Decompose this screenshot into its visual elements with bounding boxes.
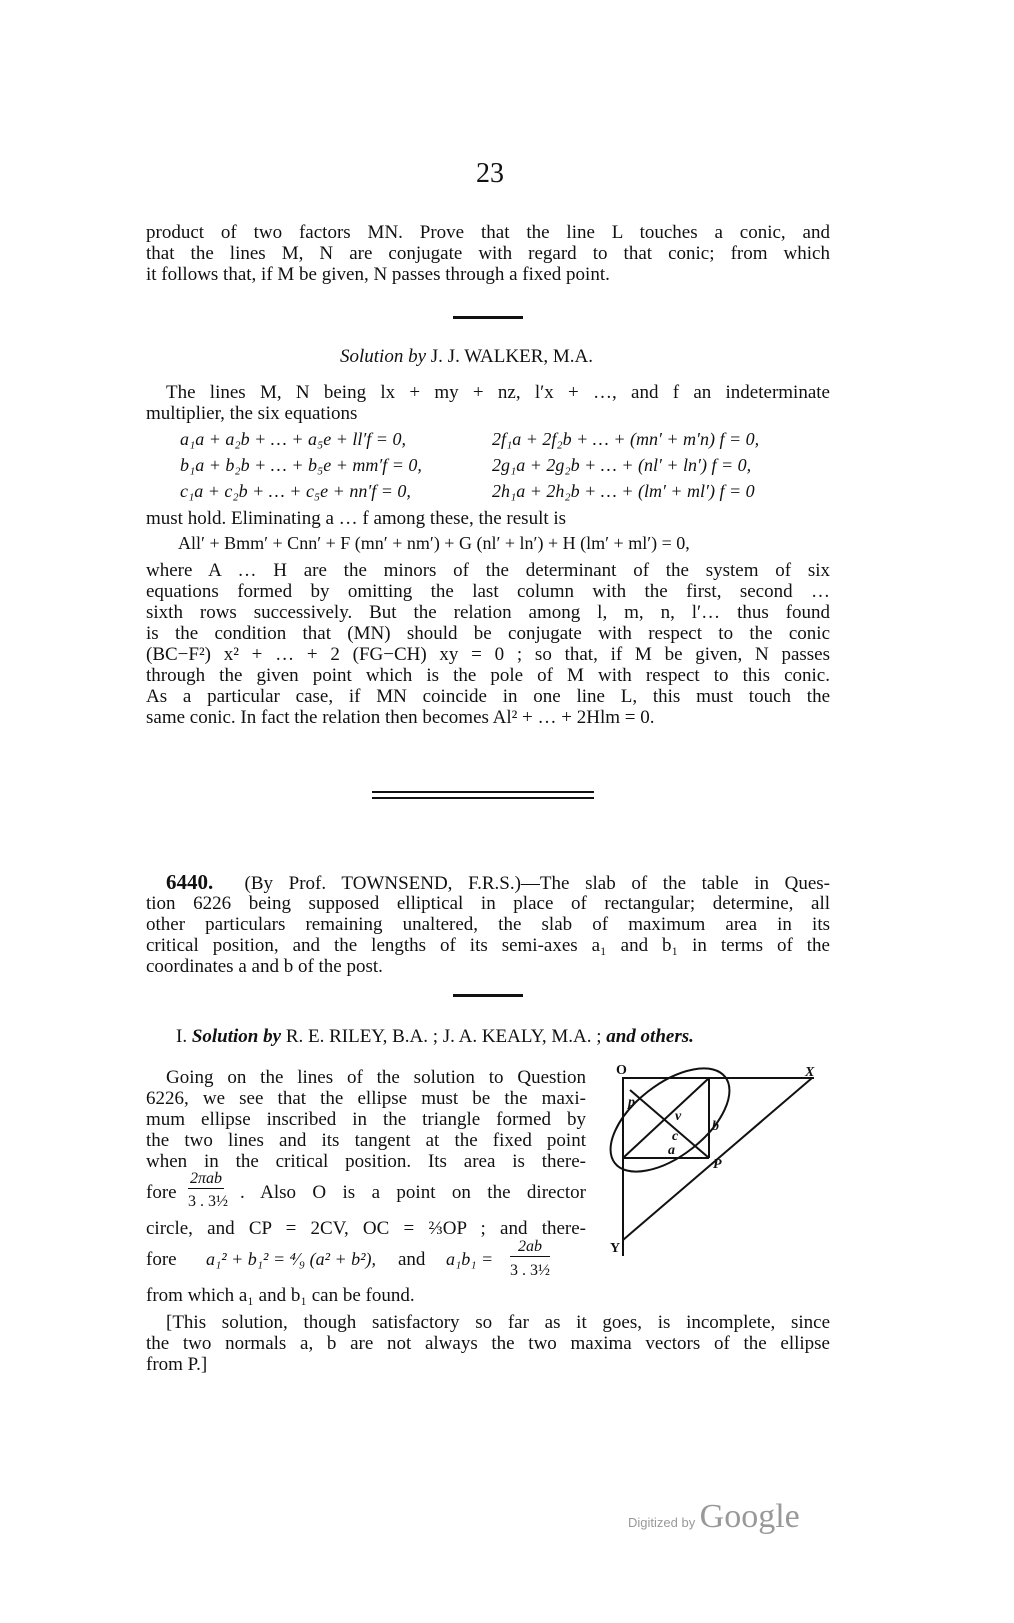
text-line: that the lines M, N are conjugate with regard to that conic; from which (146, 243, 830, 264)
fraction-denominator: 3 . 3½ (188, 1193, 228, 1210)
text-line: the two normals a, b are not always the two maxima vectors of the ellipse (146, 1333, 830, 1354)
page-number: 23 (476, 158, 504, 189)
label-Y: Y (610, 1241, 621, 1256)
divider-double-top (372, 791, 594, 793)
text-line: critical position, and the lengths of its semi-axes a₁ and b₁ in terms of the (146, 935, 830, 956)
equation: b₁a + b₂b + … + b₅e + mm′f = 0, (180, 455, 422, 475)
equation: 2h₁a + 2h₂b + … + (lm′ + ml′) f = 0 (492, 481, 755, 501)
text-line: mum ellipse inscribed in the triangle formed by (146, 1109, 586, 1130)
fraction-numerator: 2πab (190, 1170, 223, 1187)
question-line (166, 872, 830, 894)
text-line: from P.] (146, 1354, 208, 1375)
text-line: (BC−F²) x² + … + 2 (FG−CH) xy = 0 ; so that, if M be given, N passes (146, 644, 830, 665)
heading-italic: Solution by (340, 346, 427, 367)
result-equation: All′ + Bmm′ + Cnn′ + F (mn′ + nm′) + G (nl′ + ln′) + H (lm′ + ml′) = 0, (178, 533, 690, 553)
text-fore: fore (146, 1182, 177, 1203)
question-number: 6440. (166, 870, 214, 894)
text-line: multiplier, the six equations (146, 403, 358, 424)
text-line: sixth rows successively. But the relation among l, m, n, l′… thus found (146, 602, 830, 623)
heading-authors: R. E. RILEY, B.A. ; J. A. KEALY, M.A. ; (285, 1026, 602, 1047)
label-X: X (805, 1065, 815, 1080)
text-line: circle, and CP = 2CV, OC = ⅔OP ; and there- (146, 1218, 586, 1239)
label-P: P (713, 1157, 722, 1172)
text-line: product of two factors MN. Prove that the line L touches a conic, and (146, 222, 830, 243)
label-b: b (712, 1119, 719, 1134)
heading-italic: Solution by (191, 1026, 282, 1047)
text-line: coordinates a and b of the post. (146, 956, 383, 977)
fraction-numerator: 2ab (510, 1238, 550, 1257)
solution-heading (340, 346, 593, 368)
label-c: c (672, 1129, 679, 1144)
equation: 2f₁a + 2f₂b + … + (mn′ + m′n) f = 0, (492, 429, 760, 449)
text-line: from which a₁ and b₁ can be found. (146, 1285, 415, 1306)
text-line: when in the critical position. Its area is there- (146, 1151, 586, 1172)
text-line: through the given point which is the pole of M with respect to this conic. (146, 665, 830, 686)
text-line: other particulars remaining unaltered, the slab of maximum area in its (146, 914, 830, 935)
label-O: O (616, 1063, 627, 1078)
text-and: and (398, 1249, 426, 1270)
equation: a₁² + b₁² = ⁴⁄₉ (a² + b²), (206, 1249, 377, 1269)
equation: 2g₁a + 2g₂b + … + (nl′ + ln′) f = 0, (492, 455, 752, 475)
solution-heading (176, 1026, 694, 1048)
text-line: 6226, we see that the ellipse must be the maxi- (146, 1088, 586, 1109)
text-line: the two lines and its tangent at the fixed point (146, 1130, 586, 1151)
text-line: is the condition that (MN) should be conjugate with respect to the conic (146, 623, 830, 644)
text-line: As a particular case, if MN coincide in one line L, this must touch the (146, 686, 830, 707)
text-fore: fore (146, 1249, 177, 1270)
fraction-denominator: 3 . 3½ (510, 1262, 550, 1279)
text-line: it follows that, if M be given, N passes through a fixed point. (146, 264, 610, 285)
ellipse-figure (600, 1062, 830, 1262)
label-v: v (675, 1109, 682, 1124)
watermark-text: Digitized by (628, 1515, 696, 1530)
heading-tail: and others. (606, 1026, 694, 1047)
label-p: p (628, 1095, 635, 1110)
equation: c₁a + c₂b + … + c₅e + nn′f = 0, (180, 481, 411, 501)
text-line: same conic. In fact the relation then becomes Al² + … + 2Hlm = 0. (146, 707, 655, 728)
heading-numeral: I. (176, 1026, 188, 1047)
text-line: . Also O is a point on the director (240, 1182, 586, 1203)
google-logo: Google (699, 1498, 800, 1535)
text-line: [This solution, though satisfactory so far as it goes, is incomplete, since (166, 1312, 830, 1333)
equation: a₁b₁ = (446, 1249, 494, 1269)
equation: a₁a + a₂b + … + a₅e + ll′f = 0, (180, 429, 406, 449)
divider (453, 994, 523, 997)
text-line: The lines M, N being lx + my + nz, l′x + …, and f an indeterminate (166, 382, 830, 403)
digitized-by-google-watermark (628, 1498, 800, 1536)
text-line: equations formed by omitting the last column with the first, second … (146, 581, 830, 602)
divider (453, 316, 523, 319)
label-a: a (668, 1143, 675, 1158)
text-line: Going on the lines of the solution to Question (166, 1067, 586, 1088)
text-line: where A … H are the minors of the determinant of the system of six (146, 560, 830, 581)
heading-author: J. J. WALKER, M.A. (430, 346, 593, 367)
question-text: (By Prof. TOWNSEND, F.R.S.)—The slab of the table in Ques- (244, 873, 831, 894)
text-line: tion 6226 being supposed elliptical in place of rectangular; determine, all (146, 893, 830, 914)
text-line: must hold. Eliminating a … f among these, the result is (146, 508, 567, 529)
divider-double-bottom (372, 797, 594, 799)
